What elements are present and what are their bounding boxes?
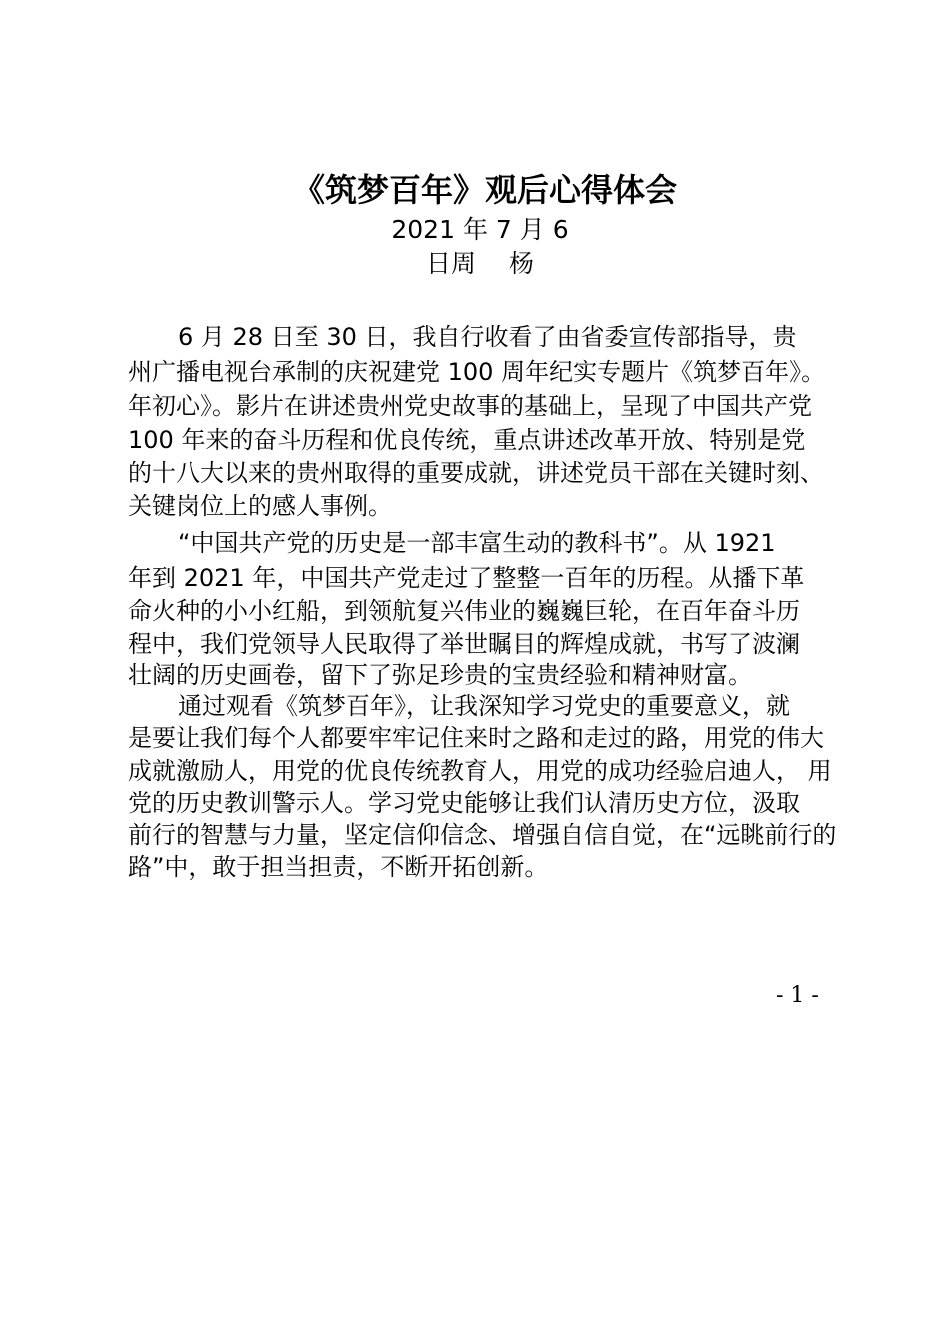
paragraph-2-line-1: “中国共产党的历史是一部丰富生动的教科书”。从 1921 <box>178 529 776 557</box>
paragraph-1-line-5: 的十八大以来的贵州取得的重要成就，讲述党员干部在关键时刻、 <box>128 459 824 487</box>
paragraph-3-line-4: 党的历史教训警示人。学习党史能够让我们认清历史方位，汲取 <box>128 789 800 817</box>
paragraph-3-line-6: 路”中，敢于担当担责，不断开拓创新。 <box>128 853 549 881</box>
paragraph-1-line-4: 100 年来的奋斗历程和优良传统，重点讲述改革开放、特别是党 <box>128 426 806 454</box>
document-author: 日周 杨 <box>426 249 534 278</box>
paragraph-2-line-3: 命火种的小小红船，到领航复兴伟业的巍巍巨轮，在百年奋斗历 <box>128 597 800 625</box>
paragraph-3-line-5: 前行的智慧与力量，坚定信仰信念、增强自信自觉，在“远眺前行的 <box>128 821 837 849</box>
paragraph-2-line-5: 壮阔的历史画卷，留下了弥足珍贵的宝贵经验和精神财富。 <box>128 661 752 689</box>
document-date: 2021 年 7 月 6 <box>391 215 569 244</box>
paragraph-1-line-6: 关键岗位上的感人事例。 <box>128 492 392 520</box>
paragraph-3-line-2: 是要让我们每个人都要牢牢记住来时之路和走过的路，用党的伟大 <box>128 724 824 752</box>
document-title: 《筑梦百年》观后心得体会 <box>292 171 677 209</box>
paragraph-2-line-2: 年到 2021 年，中国共产党走过了整整一百年的历程。从播下革 <box>128 564 805 592</box>
paragraph-3-line-1: 通过观看《筑梦百年》，让我深知学习党史的重要意义，就 <box>178 692 790 720</box>
paragraph-1-line-2: 州广播电视台承制的庆祝建党 100 周年纪实专题片《筑梦百年》。 <box>128 358 826 386</box>
page-number: - 1 - <box>776 983 819 1008</box>
paragraph-1-line-1: 6 月 28 日至 30 日，我自行收看了由省委宣传部指导，贵 <box>178 323 797 351</box>
paragraph-2-line-4: 程中，我们党领导人民取得了举世瞩目的辉煌成就，书写了波澜 <box>128 630 800 658</box>
paragraph-1-line-3: 年初心》。影片在讲述贵州党史故事的基础上，呈现了中国共产党 <box>128 392 812 420</box>
paragraph-3-line-3: 成就激励人，用党的优良传统教育人，用党的成功经验启迪人， 用 <box>128 757 832 785</box>
